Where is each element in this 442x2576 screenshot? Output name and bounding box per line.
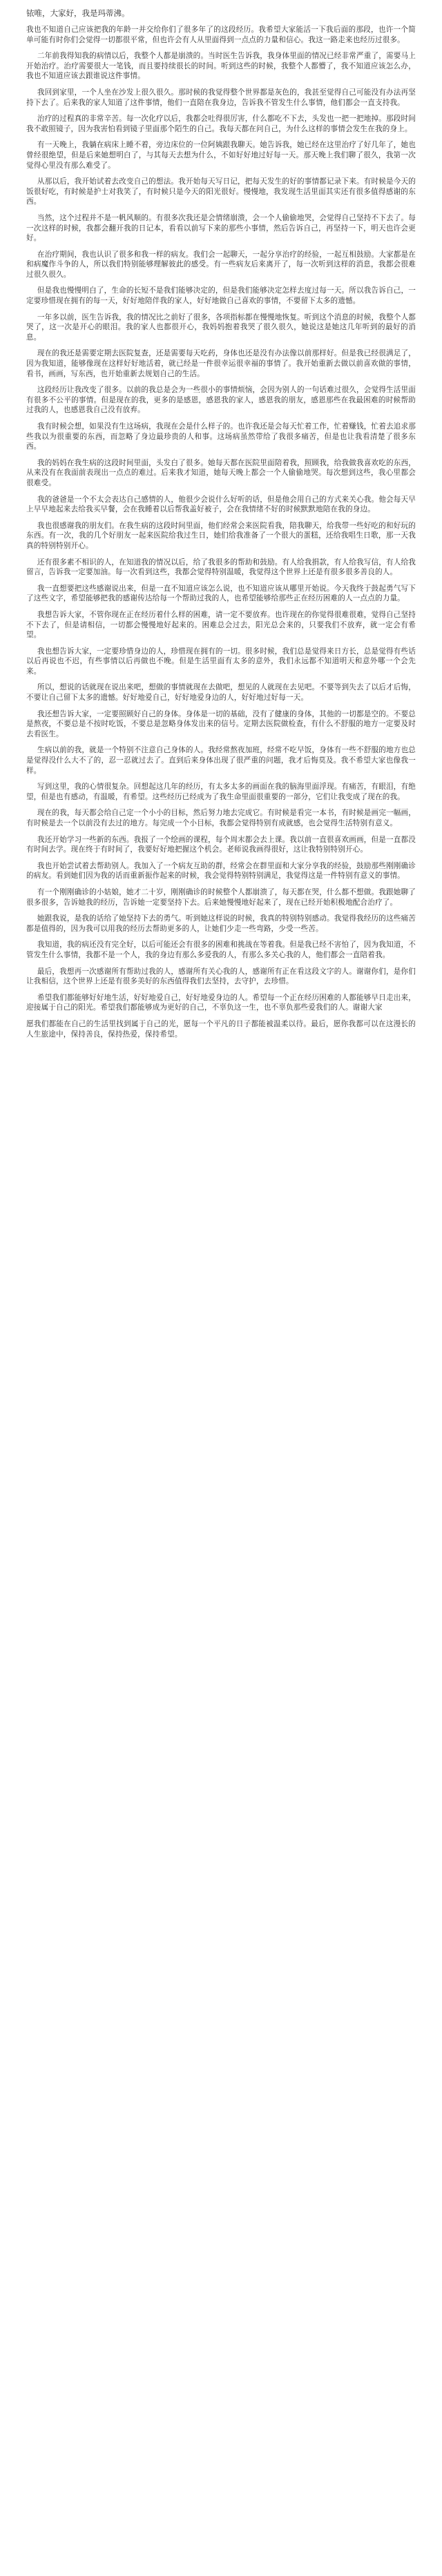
- body-paragraph: 现在的我还是需要定期去医院复查，还是需要每天吃药，身体也还是没有办法像以前那样好。但是我已经很满足了，因为我知道，能够像现在这样好好地活着，就已经是一件很幸运很幸福的事情了。我开始重新去做以前喜欢做的事情，看书，画画，写东西，也开始重新去规划自己的生活。: [26, 349, 416, 378]
- body-paragraph: 生病以前的我，就是一个特别不注意自己身体的人。我经常熬夜加班，经常不吃早饭，身体有一些不舒服的地方也总是觉得没什么大不了的，忍一忍就过去了。直到后来身体出现了很严重的问题，我才后悔莫及。我不希望大家也像我一样。: [26, 746, 416, 775]
- body-paragraph: 我也想告诉大家，一定要珍惜身边的人，珍惜现在拥有的一切。很多时候，我们总是觉得来日方长，总是觉得有些话以后再说也不迟，有些事情以后再做也不晚。但是生活里面有太多的意外，我们永远都不知道明天和意外哪一个会先来。: [26, 647, 416, 676]
- body-paragraph: 治疗的过程真的非常辛苦。每一次化疗以后，我都会吐得很厉害，什么都吃不下去，头发也一把一把地掉。那段时间我不敢照镜子，因为我害怕看到镜子里面那个陌生的自己。我每天都在问自己，为什么这样的事情会发生在我的身上。: [26, 115, 416, 133]
- body-paragraph: 我的妈妈在我生病的这段时间里面，头发白了很多。她每天都在医院里面陪着我，照顾我，给我做我喜欢吃的东西，从来没有在我面前表现出一点点的难过。后来我才知道，她每天晚上都会一个人偷偷地哭。每次想到这些，我心里都会很难受。: [26, 458, 416, 487]
- body-paragraph: 一年多以前，医生告诉我，我的情况比之前好了很多，各项指标都在慢慢地恢复。听到这个消息的时候，我整个人都哭了，这一次是开心的眼泪。我的家人也都很开心，我妈妈抱着我哭了很久很久，她说这是她这几年听到的最好的消息。: [26, 313, 416, 342]
- body-paragraph: 我也不知道自己应该把我的年龄一并交给你们了很多年了的这段经历。我希望大家能活一下我后面的那段，也许一个简单可能有时你们会觉得一切都很平常，但也许会有人从里面得到一点点的力量和信心。我这一路走来也经历过很多。: [26, 26, 416, 44]
- body-paragraph: 我还开始学习一些新的东西。我报了一个绘画的课程，每个周末都会去上课。我以前一直很喜欢画画，但是一直都没有时间去学。现在终于有时间了，我要好好地把握这个机会。老师说我画得很好，这让我特别特别开心。: [26, 835, 416, 854]
- body-paragraph: 我也很感谢我的朋友们。在我生病的这段时间里面，他们经常会来医院看我，陪我聊天，给我带一些好吃的和好玩的东西。有一次，我的几个好朋友一起来医院给我过生日，她们给我准备了一个很大的蛋糕，还给我唱生日歌，那一天我真的特别特别开心。: [26, 521, 416, 550]
- body-paragraph: 从那以后，我开始试着去改变自己的想法。我开始每天写日记，把每天发生的好的事情都记录下来。有时候是今天的饭很好吃，有时候是护士对我笑了，有时候只是今天的阳光很好。慢慢地，我发现生活里面其实还有很多值得感谢的东西。: [26, 177, 416, 206]
- greeting: 铱唯，大家好，我是玛蒂沸。: [26, 8, 130, 18]
- closing-paragraph: [26, 1019, 416, 1039]
- body-paragraph: 还有很多素不相识的人，在知道我的情况以后，给了我很多的帮助和鼓励。有人给我捐款，有人给我写信，有人给我留言，告诉我一定要加油。每一次看到这些，我都会觉得特别温暖，我觉得这个世界上还是有很多很多善良的人。: [26, 558, 416, 577]
- body-paragraph: 这段经历让我改变了很多。以前的我总是会为一些很小的事情烦恼，会因为别人的一句话难过很久，会觉得生活里面有很多不公平的事情。但是现在的我，更多的是感恩，感恩我的家人，感恩我的朋友，感恩那些在我最困难的时候帮助过我的人，也感恩我自己没有放弃。: [26, 386, 416, 415]
- body-paragraph: 当然，这个过程并不是一帆风顺的。有很多次我还是会情绪崩溃，会一个人偷偷地哭，会觉得自己坚持不下去了。每一次这样的时候，我都会翻开我的日记本，看看以前写下来的那些小事情，然后告诉自己，再坚持一下，明天也许会更好。: [26, 213, 416, 243]
- closing-text: 愿我们都能在自己的生活里找到属于自己的光，愿每一个平凡的日子都能被温柔以待。最后，愿你我都可以在这漫长的人生旅途中，保持善良，保持热爱，保持希望。: [26, 1019, 416, 1039]
- body-paragraph: 希望我们都能够好好地生活，好好地爱自己，好好地爱身边的人。希望每一个正在经历困难的人都能够早日走出来，迎接属于自己的阳光。希望我们都能够成为更好的自己，不辜负这一生，也不辜负那些爱我们的人。谢谢大家: [26, 993, 416, 1012]
- body-paragraph: 但是我也慢慢明白了，生命的长短不是我们能够决定的，但是我们能够决定怎样去度过每一天。所以我告诉自己，一定要珍惜现在拥有的每一天，好好地陪伴我的家人，好好地做自己喜欢的事情，不要留下太多的遗憾。: [26, 286, 416, 306]
- body-paragraph: 我的爸爸是一个不太会表达自己感情的人，他很少会说什么好听的话，但是他会用自己的方式来关心我。他会每天早上早早地起来去给我买早餐，会在我睡着以后帮我盖好被子，会在我情绪不好的时候默默地陪在我的身边。: [26, 495, 416, 514]
- body-paragraph: 我一直想要把这些感谢说出来，但是一直不知道应该怎么说，也不知道应该从哪里开始说。今天我终于鼓起勇气写下了这些文字，希望能够把我的感谢传达给每一个帮助过我的人，也希望能够给那些正在经历困难的人一点点的力量。: [26, 584, 416, 603]
- body-paragraph: 她跟我说，是我的话给了她坚持下去的勇气。听到她这样说的时候，我真的特别特别感动。我觉得我经历的这些痛苦都是值得的，因为我可以用我的经历去帮助更多的人，让她们少走一些弯路，少受一些苦。: [26, 914, 416, 933]
- body-paragraph: 我也开始尝试着去帮助别人。我加入了一个病友互助的群，经常会在群里面和大家分享我的经验，鼓励那些刚刚确诊的病友。看到她们因为我的话而重新振作起来的时候，我会觉得特别特别满足，我觉得这是一件特别有意义的事情。: [26, 861, 416, 881]
- body-paragraph: 我知道，我的病还没有完全好，以后可能还会有很多的困难和挑战在等着我。但是我已经不害怕了，因为我知道，不管发生什么事情，我都不是一个人，我的身边有那么多爱我的人，有那么多关心我的人，他们都会一直陪着我。: [26, 941, 416, 959]
- body-paragraph: 在治疗期间，我也认识了很多和我一样的病友。我们会一起聊天，一起分享治疗的经验，一起互相鼓励。大家都是在和病魔作斗争的人，所以我们特别能够理解彼此的感受。有一些病友后来离开了，每一次听到这样的消息，我都会很难过很久很久。: [26, 250, 416, 279]
- body-paragraph: 二年前我得知我的病情以后，我整个人都是崩溃的。当时医生告诉我，我身体里面的情况已经非常严重了，需要马上开始治疗。治疗需要很大一笔钱，而且要持续很长的时间。听到这些的时候，我整个人都懵了，我不知道应该怎么办，我也不知道应该去跟谁说这件事情。: [26, 52, 416, 81]
- body-paragraph: 所以，想说的话就现在说出来吧，想做的事情就现在去做吧，想见的人就现在去见吧。不要等到失去了以后才后悔，不要让自己留下太多的遗憾。好好地爱自己，好好地爱身边的人，好好地过好每一天。: [26, 683, 416, 702]
- body-paragraph: 我想告诉大家，不管你现在正在经历着什么样的困难，请一定不要放弃。也许现在的你觉得很难很难，觉得自己坚持不下去了，但是请相信，一切都会慢慢地好起来的。困难总会过去，阳光总会来的，只要我们不放弃，就一定会有希望。: [26, 610, 416, 640]
- body-paragraph: 我还想告诉大家，一定要照顾好自己的身体。身体是一切的基础，没有了健康的身体，其他的一切都是空的。不要总是熬夜，不要总是不按时吃饭，不要总是忽略身体发出来的信号。定期去医院做检查，有什么不舒服的地方一定要及时去看医生。: [26, 709, 416, 738]
- body-paragraph: 我回到家里，一个人坐在沙发上很久很久。那时候的我觉得整个世界都是灰色的，我甚至觉得自己可能没有办法再坚持下去了。后来我的家人知道了这件事情，他们一直陪在我身边，告诉我不管发生什么事情，他们都会一直支持我。: [26, 88, 416, 107]
- body-paragraph: 有一个刚刚确诊的小姑娘，她才二十岁，刚刚确诊的时候整个人都崩溃了，每天都在哭，什么都不想做。我跟她聊了很多很多，告诉她我的经历，告诉她一定要坚持下去。后来她慢慢地好起来了，现在已经开始积极地配合治疗了。: [26, 887, 416, 907]
- body-paragraph: 现在的我，每天都会给自己定一个小小的目标，然后努力地去完成它。有时候是看完一本书，有时候是画完一幅画，有时候是去一个以前没有去过的地方。每完成一个小目标，我都会觉得特别有成就感，也会觉得生活特别有意义。: [26, 809, 416, 827]
- body-paragraph: 最后，我想再一次感谢所有帮助过我的人，感谢所有关心我的人，感谢所有正在看这段文字的人。谢谢你们，是你们让我相信，这个世界上还是有很多美好的东西值得我们去坚持，去守护，去珍惜。: [26, 967, 416, 986]
- body-paragraph: 写到这里，我的心情很复杂。回想起这几年的经历，有太多太多的画面在我的脑海里面浮现。有痛苦，有眼泪，有绝望，但是也有感动，有温暖，有希望。这些经历已经成为了我生命里面很重要的一部分，它们让我变成了现在的我。: [26, 783, 416, 801]
- body-paragraph: 我有时候会想，如果没有生这场病，我现在会是什么样子的。也许我还是会每天忙着工作，忙着赚钱，忙着去追求那些我以为很重要的东西，而忽略了身边最珍贵的人和事。这场病虽然带给了我很多痛苦，但是也让我看清楚了很多东西。: [26, 422, 416, 451]
- body-paragraph: 有一天晚上，我躺在病床上睡不着，旁边床位的一位阿姨跟我聊天。她告诉我，她已经在这里治疗了好几年了，她也曾经很绝望，但是后来她想明白了，与其每天去想为什么，不如好好地过好每一天。那天晚上我们聊了很久，我第一次觉得心里没有那么难受了。: [26, 141, 416, 170]
- document-body: [26, 25, 416, 1013]
